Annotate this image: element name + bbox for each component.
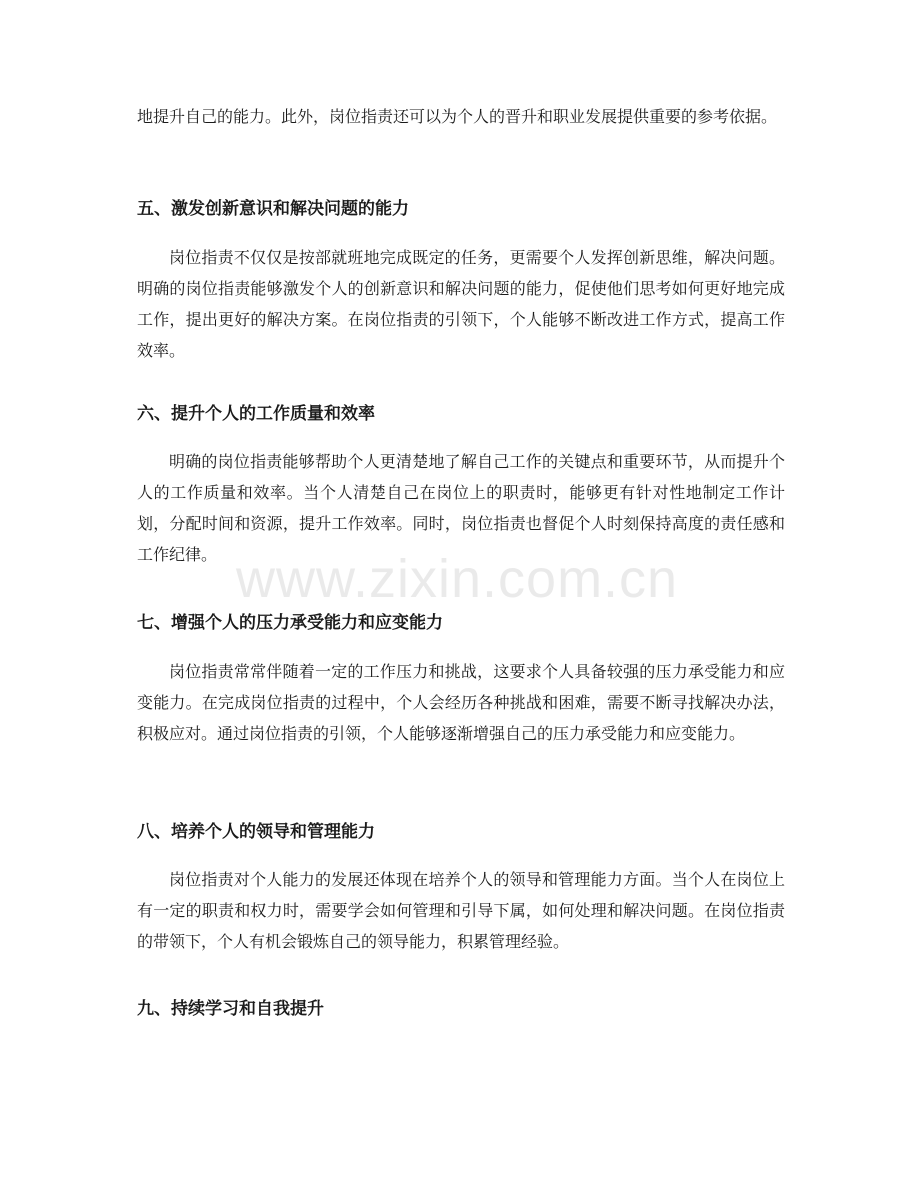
paragraph-intro-continuation: 地提升自己的能力。此外，岗位指责还可以为个人的晋升和职业发展提供重要的参考依据。 (137, 107, 778, 126)
section-body-5: 岗位指责不仅仅是按部就班地完成既定的任务，更需要个人发挥创新思维，解决问题。明确的岗位指责能够激发个人的创新意识和解决问题的能力，促使他们思考如何更好地完成工作，提出更好的解决方案。在岗位指责的引领下，个人能够不断改进工作方式，提高工作效率。 (137, 248, 785, 360)
section-heading-6: 六、提升个人的工作质量和效率 (137, 404, 375, 424)
site-watermark: www.zixin.com.cn (236, 549, 679, 609)
section-body-6: 明确的岗位指责能够帮助个人更清楚地了解自己工作的关键点和重要环节，从而提升个人的工作质量和效率。当个人清楚自己在岗位上的职责时，能够更有针对性地制定工作计划，分配时间和资源，提升工作效率。同时，岗位指责也督促个人时刻保持高度的责任感和工作纪律。 (137, 452, 785, 564)
section-heading-7: 七、增强个人的压力承受能力和应变能力 (137, 613, 443, 633)
section-body-7: 岗位指责常常伴随着一定的工作压力和挑战，这要求个人具备较强的压力承受能力和应变能力。在完成岗位指责的过程中，个人会经历各种挑战和困难，需要不断寻找解决办法，积极应对。通过岗位指责的引领，个人能够逐渐增强自己的压力承受能力和应变能力。 (137, 662, 785, 743)
section-heading-9: 九、持续学习和自我提升 (137, 999, 324, 1019)
section-heading-5: 五、激发创新意识和解决问题的能力 (137, 199, 409, 219)
section-heading-8: 八、培养个人的领导和管理能力 (137, 822, 375, 842)
section-body-8: 岗位指责对个人能力的发展还体现在培养个人的领导和管理能力方面。当个人在岗位上有一定的职责和权力时，需要学会如何管理和引导下属，如何处理和解决问题。在岗位指责的带领下，个人有机会锻炼自己的领导能力，积累管理经验。 (137, 870, 785, 951)
